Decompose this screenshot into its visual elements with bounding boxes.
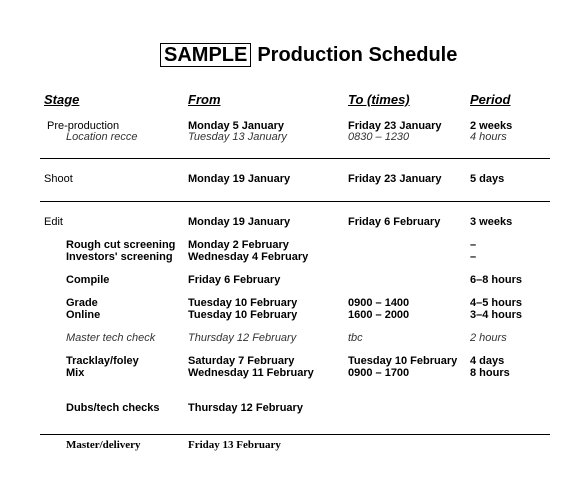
stage-edit: Edit	[44, 216, 63, 228]
from-mastertech: Thursday 12 February	[188, 332, 297, 344]
from-shoot: Monday 19 January	[188, 173, 291, 185]
period-preproduction: 2 weeks	[470, 120, 513, 132]
period-tracklay: 4 days	[470, 355, 505, 367]
from-roughcut: Monday 2 February	[188, 239, 289, 251]
period-shoot: 5 days	[470, 173, 505, 185]
period-investors: –	[470, 251, 477, 263]
period-recce: 4 hours	[470, 131, 507, 143]
stage-compile: Compile	[66, 274, 110, 286]
stage-master: Master/delivery	[66, 439, 141, 451]
from-master: Friday 13 February	[188, 439, 281, 451]
stage-online: Online	[66, 309, 101, 321]
to-shoot: Friday 23 January	[348, 173, 442, 185]
stage-grade: Grade	[66, 297, 98, 309]
to-tracklay: Tuesday 10 February	[348, 355, 458, 367]
stage-investors: Investors' screening	[66, 251, 173, 263]
stage-mix: Mix	[66, 367, 85, 379]
from-grade: Tuesday 10 February	[188, 297, 298, 309]
divider-3	[40, 434, 550, 435]
divider-2	[40, 201, 550, 202]
to-recce: 0830 – 1230	[348, 131, 410, 143]
period-compile: 6–8 hours	[470, 274, 522, 286]
header-to: To (times)	[348, 92, 410, 107]
from-investors: Wednesday 4 February	[188, 251, 309, 263]
from-preproduction: Monday 5 January	[188, 120, 284, 132]
stage-shoot: Shoot	[44, 173, 73, 185]
period-mix: 8 hours	[470, 367, 510, 379]
divider-1	[40, 158, 550, 159]
title-boxed-word: SAMPLE	[160, 43, 251, 67]
to-edit: Friday 6 February	[348, 216, 441, 228]
stage-recce: Location recce	[66, 131, 138, 143]
title-text: Production Schedule	[257, 44, 458, 66]
to-grade: 0900 – 1400	[348, 297, 410, 309]
period-grade: 4–5 hours	[470, 297, 522, 309]
from-tracklay: Saturday 7 February	[188, 355, 295, 367]
period-edit: 3 weeks	[470, 216, 513, 228]
header-stage: Stage	[44, 92, 80, 107]
from-compile: Friday 6 February	[188, 274, 281, 286]
stage-roughcut: Rough cut screening	[66, 239, 176, 251]
from-dubs: Thursday 12 February	[188, 402, 303, 414]
to-preproduction: Friday 23 January	[348, 120, 442, 132]
from-edit: Monday 19 January	[188, 216, 291, 228]
from-mix: Wednesday 11 February	[188, 367, 314, 379]
stage-dubs: Dubs/tech checks	[66, 402, 160, 414]
period-online: 3–4 hours	[470, 309, 522, 321]
period-mastertech: 2 hours	[470, 332, 507, 344]
header-from: From	[188, 92, 221, 107]
stage-mastertech: Master tech check	[66, 332, 156, 344]
header-period: Period	[470, 92, 511, 107]
stage-preproduction: Pre-production	[47, 120, 120, 132]
to-mix: 0900 – 1700	[348, 367, 410, 379]
stage-tracklay: Tracklay/foley	[66, 355, 139, 367]
from-online: Tuesday 10 February	[188, 309, 298, 321]
period-roughcut: –	[470, 239, 477, 251]
to-mastertech: tbc	[348, 332, 363, 344]
page-title	[160, 44, 457, 67]
to-online: 1600 – 2000	[348, 309, 410, 321]
from-recce: Tuesday 13 January	[188, 131, 287, 143]
